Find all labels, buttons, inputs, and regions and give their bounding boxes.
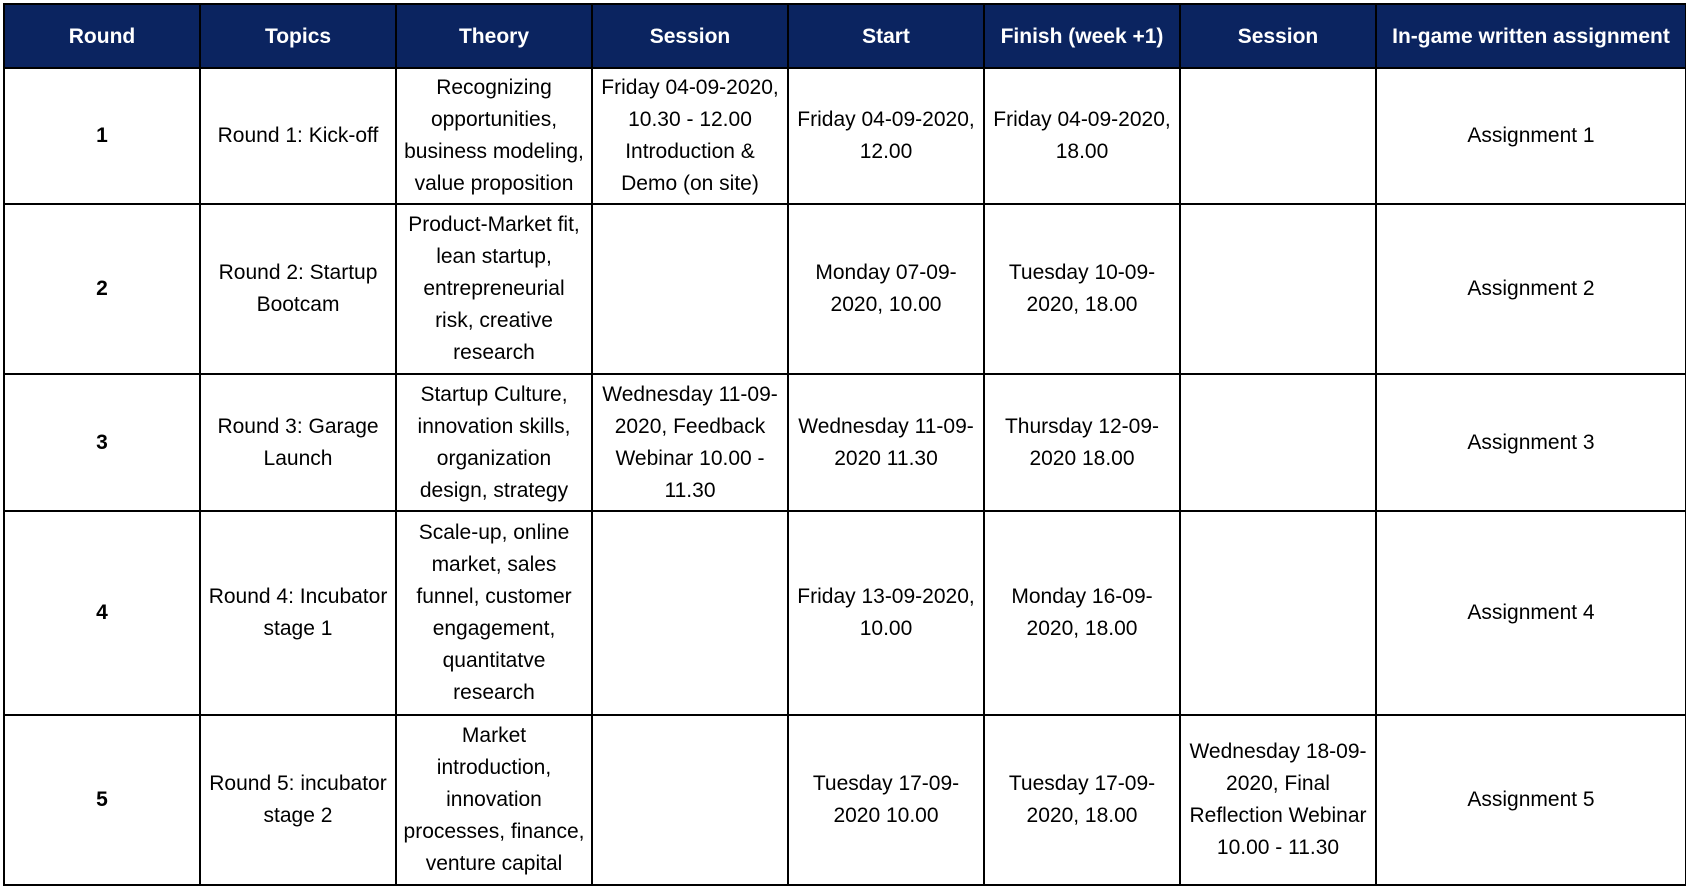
cell-session[interactable] [592, 204, 788, 374]
cell-round[interactable]: 5 [4, 715, 200, 885]
header-start[interactable]: Start [788, 4, 984, 68]
cell-theory[interactable]: Scale-up, online market, sales funnel, customer engagement, quantitatve research [396, 511, 592, 715]
header-round[interactable]: Round [4, 4, 200, 68]
header-finish[interactable]: Finish (week +1) [984, 4, 1180, 68]
cell-assignment[interactable]: Assignment 3 [1376, 374, 1686, 511]
cell-session-2[interactable]: Wednesday 18-09-2020, Final Reflection Webinar 10.00 - 11.30 [1180, 715, 1376, 885]
cell-session-2[interactable] [1180, 204, 1376, 374]
table-row [4, 68, 1686, 204]
header-session-2[interactable]: Session [1180, 4, 1376, 68]
cell-session-2[interactable] [1180, 511, 1376, 715]
cell-topics[interactable]: Round 3: Garage Launch [200, 374, 396, 511]
cell-round[interactable]: 1 [4, 68, 200, 204]
cell-assignment[interactable]: Assignment 1 [1376, 68, 1686, 204]
header-topics[interactable]: Topics [200, 4, 396, 68]
cell-round[interactable]: 3 [4, 374, 200, 511]
cell-topics[interactable]: Round 4: Incubator stage 1 [200, 511, 396, 715]
cell-finish[interactable]: Tuesday 10-09-2020, 18.00 [984, 204, 1180, 374]
cell-assignment[interactable]: Assignment 2 [1376, 204, 1686, 374]
cell-session-2[interactable] [1180, 68, 1376, 204]
cell-theory[interactable]: Product-Market fit, lean startup, entrepreneurial risk, creative research [396, 204, 592, 374]
cell-start[interactable]: Tuesday 17-09-2020 10.00 [788, 715, 984, 885]
header-assignment[interactable]: In-game written assignment [1376, 4, 1686, 68]
cell-theory[interactable]: Recognizing opportunities, business modeling, value proposition [396, 68, 592, 204]
cell-start[interactable]: Friday 13-09-2020, 10.00 [788, 511, 984, 715]
cell-start[interactable]: Wednesday 11-09-2020 11.30 [788, 374, 984, 511]
cell-assignment[interactable]: Assignment 5 [1376, 715, 1686, 885]
cell-session[interactable]: Wednesday 11-09-2020, Feedback Webinar 10.00 - 11.30 [592, 374, 788, 511]
cell-finish[interactable]: Friday 04-09-2020, 18.00 [984, 68, 1180, 204]
cell-theory[interactable]: Startup Culture, innovation skills, organization design, strategy [396, 374, 592, 511]
cell-start[interactable]: Monday 07-09-2020, 10.00 [788, 204, 984, 374]
cell-topics[interactable]: Round 2: Startup Bootcam [200, 204, 396, 374]
table-row [4, 511, 1686, 715]
header-theory[interactable]: Theory [396, 4, 592, 68]
header-row [4, 4, 1686, 68]
cell-finish[interactable]: Thursday 12-09-2020 18.00 [984, 374, 1180, 511]
cell-assignment[interactable]: Assignment 4 [1376, 511, 1686, 715]
cell-round[interactable]: 4 [4, 511, 200, 715]
cell-theory[interactable]: Market introduction, innovation processes, finance, venture capital [396, 715, 592, 885]
cell-session[interactable] [592, 511, 788, 715]
cell-session[interactable]: Friday 04-09-2020, 10.30 - 12.00 Introduction & Demo (on site) [592, 68, 788, 204]
cell-session-2[interactable] [1180, 374, 1376, 511]
cell-start[interactable]: Friday 04-09-2020, 12.00 [788, 68, 984, 204]
cell-finish[interactable]: Tuesday 17-09-2020, 18.00 [984, 715, 1180, 885]
cell-session[interactable] [592, 715, 788, 885]
schedule-table [3, 3, 1686, 886]
cell-topics[interactable]: Round 5: incubator stage 2 [200, 715, 396, 885]
cell-finish[interactable]: Monday 16-09-2020, 18.00 [984, 511, 1180, 715]
cell-topics[interactable]: Round 1: Kick-off [200, 68, 396, 204]
table-row [4, 374, 1686, 511]
header-session[interactable]: Session [592, 4, 788, 68]
table-row [4, 204, 1686, 374]
cell-round[interactable]: 2 [4, 204, 200, 374]
table-row [4, 715, 1686, 885]
